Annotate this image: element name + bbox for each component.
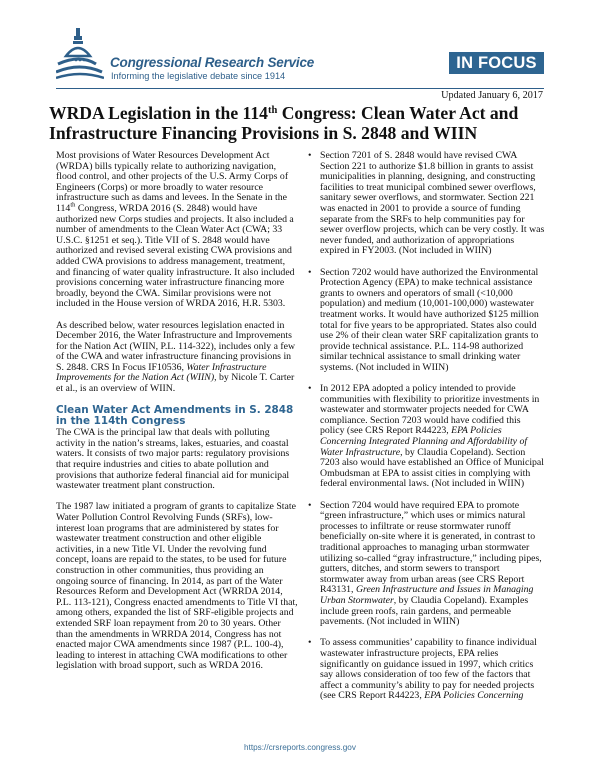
report-title: EPA Policies Concerning <box>424 690 524 702</box>
updated-date: Updated January 6, 2017 <box>441 90 543 101</box>
srf-paragraph: The 1987 law initiated a program of grants to capitalize State Water Pollution Control Revolving Funds (SRFs), low-interest loan programs that are administered by states for wastewater treatment construction and other eligible activities, in a new Title VI. Under the revolving fund concept, loans are repaid to the states, to be used for future construction in other communities, thus providing an ongoing source of financing. In 2014, as part of the Water Resources Reform and Development Act (WRRDA 2014, P.L. 113-121), Congress enacted amendments to Title VI that, among others, expanded the list of SRF-eligible projects and extended SRF loan repayment from 20 to 30 years. Other than the amendments in WRRDA 2014, Congress has not enacted major CWA amendments since 1987 (P.L. 100-4), leading to interest in attaching CWA modifications to other legislation with broad support, such as WRDA 2016. <box>56 501 298 672</box>
cwa-paragraph: The CWA is the principal law that deals with polluting activity in the nation’s streams, lakes, estuaries, and coastal waters. It consists of two major parts: regulatory provisions that require industries and cities to abate pollution and provisions that authorize federal financial aid for municipal wastewater treatment plant construction. <box>56 427 290 492</box>
right-column <box>308 150 545 712</box>
bullet-icon: • <box>308 383 312 395</box>
report-title: Green Infrastructure and Issues in Managing Urban Stormwater <box>320 584 534 606</box>
title-text-cont: Congress: Clean Water Act and Infrastructure Financing Provisions in S. 2848 and WIIN <box>49 103 519 143</box>
page-header <box>0 0 600 100</box>
list-item <box>308 499 545 628</box>
text: Section 7201 of S. 2848 would have revised CWA Section 221 to authorize $1.8 billion in grants to assist municipalities in planning, designing, and constructing facilities to treat municipal combined sewer overflows, sanitary sewer overflows, and stormwater. Section 221 was enacted in 2001 to provide a source of funding separate from the SRFs to help communities pay for sewer overflow projects, which can be very costly. It was never funded, and authorization of appropriations expired in FY2003. (Not included in WIIN) <box>320 150 545 257</box>
bullet-icon: • <box>308 499 312 511</box>
org-tagline: Informing the legislative debate since 1914 <box>111 71 286 81</box>
text: Most provisions of Water Resources Development Act (WRDA) bills typically relate to authorizing navigation, flood control, and other projects of the U.S. Army Corps of Engineers (Corps) or more broadly to water resource infrastructure such as dams and levees. In the Senate in the 114 <box>56 150 289 214</box>
text: As described below, water resources legislation enacted in December 2016, the Water Infrastructure and Improvements for the Nation Act (WIIN, P.L. 114-322), includes only a few of the CWA and water infrastructure financing provisions in S. 2848. CRS In Focus IF10536, <box>56 319 296 373</box>
capitol-dome-icon <box>56 26 104 82</box>
text: , by Claudia Copeland). Section 7203 also would have established an Office of Municipal Ombudsman at EPA to assist cities in complying with federal environmental laws. (Not included in WIIN) <box>320 446 545 490</box>
text: In 2012 EPA adopted a policy intended to provide communities with flexibility to prioritize investments in wastewater and stormwater projects needed for CWA compliance. Section 7203 would have codified this policy (see CRS Report R44223, <box>320 383 540 437</box>
text: Section 7204 would have required EPA to promote “green infrastructure,” which uses or mimics natural processes to infiltrate or reuse stormwater runoff beneficially on-site where it is generated, in contrast to traditional approaches to managing urban stormwater utilizing so-called “gray infrastructure,” including pipes, gutters, ditches, and storm sewers to transport stormwater away from urban areas (see CRS Report R43131, <box>320 499 542 596</box>
footer-url[interactable]: https://crsreports.congress.gov <box>244 743 356 752</box>
bullet-icon: • <box>308 266 312 278</box>
wiin-paragraph <box>56 321 298 395</box>
list-item <box>308 637 545 702</box>
title-superscript: th <box>267 105 278 116</box>
text: , by Claudia Copeland). Examples include green roofs, rain gardens, and permeable pavements. (Not included in WIIN) <box>320 594 529 628</box>
org-name: Congressional Research Service <box>110 55 315 70</box>
text: To assess communities’ capability to finance individual wastewater infrastructure projects, EPA relies significantly on guidance issued in 1997, which critics say allows consideration of too few of the factors that affect a community’s ability to pay for needed projects (see CRS Report R44223, <box>320 637 537 702</box>
text: Section 7202 would have authorized the Environmental Protection Agency (EPA) to make technical assistance grants to owners and operators of small (<10,000 population) and medium (10,001-100,000) wastewater treatment works. It would have authorized $125 million total for five years to be appropriated. States also could use 2% of their clean water SRF capitalization grants to provide technical assistance. P.L. 114-98 authorized similar technical assistance to small drinking water systems. (Not included in WIIN) <box>320 266 539 373</box>
intro-paragraph <box>56 151 298 310</box>
section-heading: Clean Water Act Amendments in S. 2848 in the 114th Congress <box>56 404 294 428</box>
bullet-icon: • <box>308 637 312 649</box>
text: , by Nicole T. Carter et al., is an overview of WIIN. <box>56 372 295 395</box>
in-focus-badge: IN FOCUS <box>449 52 544 74</box>
bullet-icon: • <box>308 150 312 161</box>
report-title: EPA Policies Concerning Integrated Planning and Affordability of Water Infrastructure <box>320 425 528 458</box>
page-title <box>49 103 569 143</box>
text: Congress, WRDA 2016 (S. 2848) would have authorized new Corps studies and projects. It also included a number of amendments to the Clean Water Act (CWA; 33 U.S.C. §1251 et seq.). Title VII of S. 2848 would have authorized and revised several existing CWA provisions and added CWA provisions to address management, treatment, and financing of water quality infrastructure. It also included provisions concerning water infrastructure financing more broadly, beyond the CWA. Similar provisions were not included in the House version of WRDA 2016, H.R. 5303. <box>56 202 295 310</box>
title-text: WRDA Legislation in the 114 <box>49 103 268 123</box>
superscript: th <box>70 201 76 209</box>
list-item <box>308 150 545 257</box>
list-item <box>308 383 545 490</box>
report-title: Water Infrastructure Improvements for the Nation Act (WIIN) <box>56 361 267 384</box>
header-divider <box>56 88 544 89</box>
list-item <box>308 266 545 374</box>
left-column <box>56 151 298 683</box>
